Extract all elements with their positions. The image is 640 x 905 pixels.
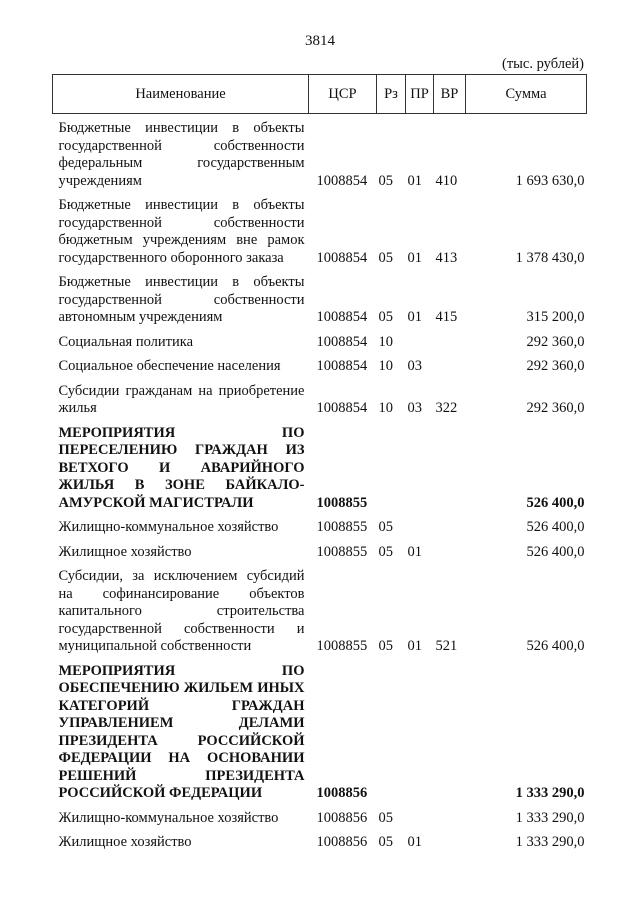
cell-vr [434, 540, 466, 565]
cell-vr [434, 330, 466, 355]
cell-vr: 521 [435, 638, 458, 654]
table-row [53, 830, 587, 855]
cell-csr: 1008854 [316, 309, 368, 325]
cell-vr: 413 [435, 249, 458, 266]
cell-csr: 1008856 [316, 785, 368, 801]
header-name: Наименование [53, 75, 309, 114]
cell-rz: 05 [378, 519, 393, 535]
cell-pr: 03 [407, 358, 422, 374]
cell-rz: 10 [378, 358, 393, 374]
cell-rz: 05 [378, 172, 393, 189]
cell-name: МЕРОПРИЯТИЯ ПО ПЕРЕСЕЛЕНИЮ ГРАЖДАН ИЗ ВЕТХОГО И АВАРИЙНОГО ЖИЛЬЯ В ЗОНЕ БАЙКАЛО-АМУРСКОЙ МАГИСТРАЛИ [58, 424, 305, 511]
cell-name: Бюджетные инвестиции в объекты государственной собственности автономным учреждениям [58, 274, 305, 325]
cell-pr: 01 [407, 543, 422, 560]
cell-vr [434, 830, 466, 855]
cell-pr [406, 806, 434, 831]
cell-rz: 05 [378, 638, 393, 654]
cell-vr: 415 [435, 309, 458, 325]
cell-name: Социальное обеспечение населения [58, 358, 281, 374]
cell-csr: 1008854 [316, 249, 368, 266]
cell-vr: 322 [435, 400, 458, 416]
table-row [53, 330, 587, 355]
table-row [53, 379, 587, 421]
table-row [53, 659, 587, 806]
table-row [53, 540, 587, 565]
cell-sum: 526 400,0 [526, 543, 585, 560]
cell-rz: 05 [378, 834, 393, 850]
header-sum: Сумма [466, 75, 587, 114]
cell-rz: 05 [378, 249, 393, 266]
cell-pr: 01 [407, 834, 422, 850]
table-row [53, 354, 587, 379]
cell-sum: 526 400,0 [526, 494, 585, 511]
cell-pr: 03 [407, 400, 422, 416]
header-vr: ВР [434, 75, 466, 114]
cell-pr: 01 [407, 638, 422, 654]
cell-vr [434, 806, 466, 831]
cell-vr [434, 421, 466, 516]
cell-pr [406, 659, 434, 806]
cell-name: Субсидии, за исключением субсидий на софинансирование объектов капитального строительства государственной собственности и муниципальной собственности [58, 568, 305, 654]
cell-vr [434, 354, 466, 379]
units-label: (тыс. рублей) [502, 56, 584, 72]
cell-pr [406, 330, 434, 355]
cell-name: Социальная политика [58, 333, 194, 350]
table-row [53, 114, 587, 194]
cell-pr: 01 [407, 172, 422, 189]
table-row [53, 515, 587, 540]
cell-rz [377, 659, 406, 806]
table-row [53, 421, 587, 516]
cell-csr: 1008854 [316, 358, 368, 374]
cell-csr: 1008855 [316, 543, 368, 560]
cell-csr: 1008856 [316, 834, 368, 850]
cell-rz: 05 [378, 309, 393, 325]
cell-rz: 10 [378, 400, 393, 416]
cell-sum: 1 693 630,0 [515, 172, 585, 189]
cell-sum: 292 360,0 [526, 358, 585, 374]
cell-sum: 315 200,0 [526, 309, 585, 325]
cell-pr: 01 [407, 309, 422, 325]
cell-rz: 05 [378, 543, 393, 560]
cell-sum: 1 333 290,0 [515, 809, 585, 826]
cell-sum: 526 400,0 [526, 638, 585, 654]
cell-name: Жилищное хозяйство [58, 543, 192, 560]
cell-name: Бюджетные инвестиции в объекты государственной собственности федеральным государственным учреждениям [58, 120, 305, 189]
cell-csr: 1008855 [316, 519, 368, 535]
cell-csr: 1008855 [316, 638, 368, 654]
cell-sum: 526 400,0 [526, 519, 585, 535]
cell-rz: 10 [378, 333, 393, 350]
cell-sum: 1 333 290,0 [515, 834, 585, 850]
cell-csr: 1008854 [316, 400, 368, 416]
table-header-row [53, 75, 587, 114]
page-number: 3814 [305, 33, 335, 49]
cell-name: Жилищное хозяйство [58, 834, 192, 850]
header-rz: Рз [377, 75, 406, 114]
cell-name: Субсидии гражданам на приобретение жилья [58, 382, 305, 416]
cell-vr [434, 659, 466, 806]
table-row [53, 270, 587, 330]
cell-vr [434, 515, 466, 540]
cell-rz [377, 421, 406, 516]
cell-sum: 292 360,0 [526, 333, 585, 350]
header-pr: ПР [406, 75, 434, 114]
cell-csr: 1008854 [316, 333, 368, 350]
cell-pr [406, 515, 434, 540]
header-csr: ЦСР [309, 75, 377, 114]
cell-name: Бюджетные инвестиции в объекты государственной собственности бюджетным учреждениям вне рамок государственного оборонного заказа [58, 197, 305, 266]
cell-pr: 01 [407, 249, 422, 266]
budget-table [52, 74, 587, 855]
cell-vr: 410 [435, 172, 458, 189]
cell-pr [406, 421, 434, 516]
cell-csr: 1008855 [316, 494, 368, 511]
cell-rz: 05 [378, 809, 393, 826]
cell-csr: 1008856 [316, 809, 368, 826]
cell-sum: 292 360,0 [526, 400, 585, 416]
table-row [53, 806, 587, 831]
table-row [53, 564, 587, 659]
cell-sum: 1 333 290,0 [515, 785, 585, 801]
cell-name: МЕРОПРИЯТИЯ ПО ОБЕСПЕЧЕНИЮ ЖИЛЬЕМ ИНЫХ КАТЕГОРИЙ ГРАЖДАН УПРАВЛЕНИЕМ ДЕЛАМИ ПРЕЗИДЕНТА РОССИЙСКОЙ ФЕДЕРАЦИИ НА ОСНОВАНИИ РЕШЕНИЙ ПРЕЗИДЕНТА РОССИЙСКОЙ ФЕДЕРАЦИИ [58, 662, 305, 801]
cell-sum: 1 378 430,0 [515, 249, 585, 266]
table-row [53, 193, 587, 270]
cell-name: Жилищно-коммунальное хозяйство [58, 519, 279, 535]
cell-name: Жилищно-коммунальное хозяйство [58, 809, 279, 826]
cell-csr: 1008854 [316, 172, 368, 189]
